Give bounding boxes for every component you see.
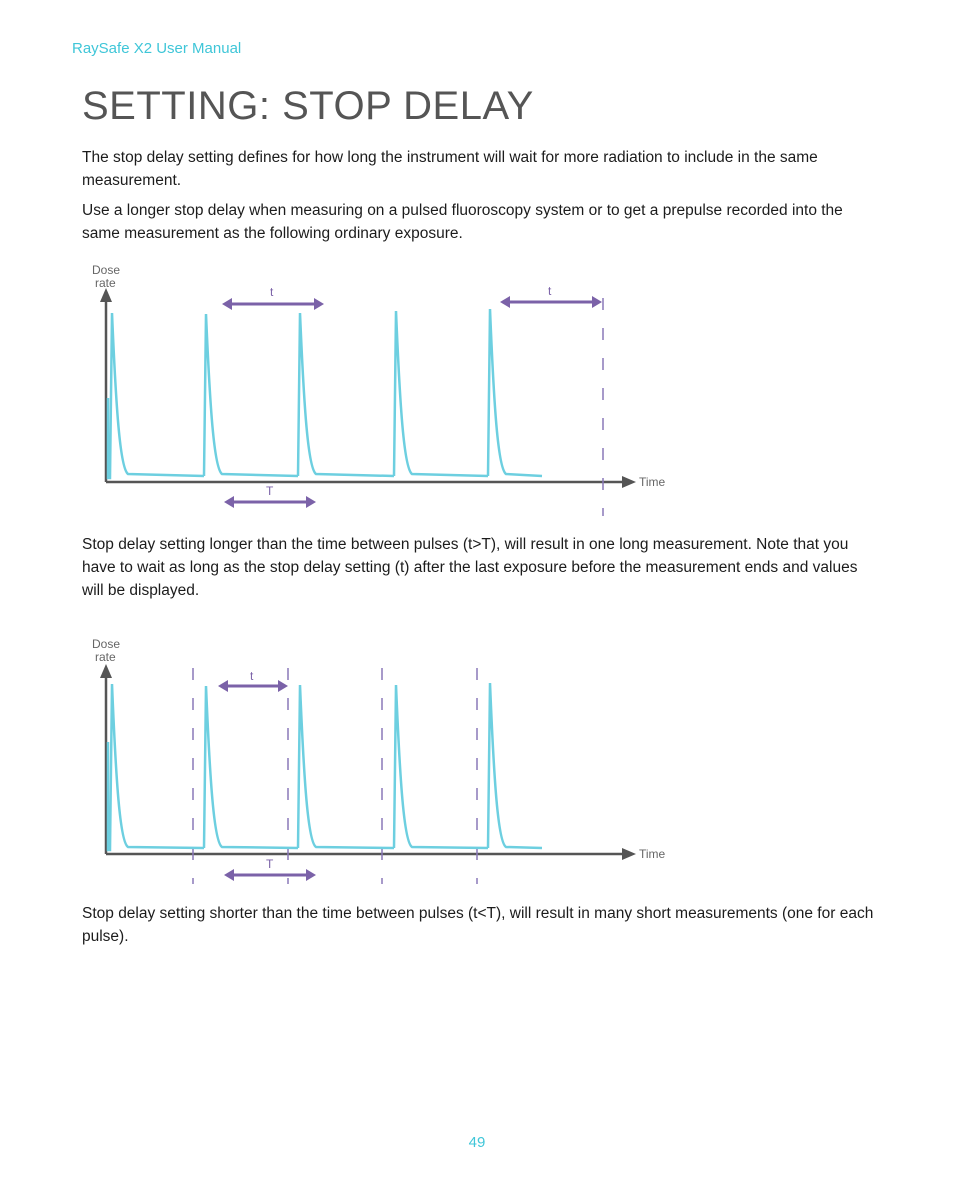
pulse-interval-arrow bbox=[224, 484, 316, 508]
pulse-1 bbox=[108, 684, 204, 850]
running-header: RaySafe X2 User Manual bbox=[72, 40, 242, 57]
pulse-interval-label-T: T bbox=[266, 484, 274, 498]
x-axis-arrowhead-icon bbox=[622, 848, 636, 860]
pulse-interval-label-T: T bbox=[266, 857, 274, 871]
x-axis-label-time: Time bbox=[639, 847, 666, 861]
x-axis-label-time: Time bbox=[639, 475, 666, 489]
figure-short-stop-delay bbox=[80, 632, 680, 892]
page-title: SETTING: STOP DELAY bbox=[82, 84, 534, 128]
stop-delay-arrow-1 bbox=[222, 285, 324, 310]
pulse-3 bbox=[298, 685, 394, 848]
pulse-2 bbox=[204, 314, 298, 476]
stop-delay-label-t1: t bbox=[270, 285, 274, 299]
intro-paragraph-1: The stop delay setting defines for how long the instrument will wait for more radiation to include in the same measurement. bbox=[82, 149, 818, 189]
y-axis-label-dose: Dose bbox=[92, 637, 121, 651]
y-axis-label-rate: rate bbox=[95, 276, 116, 290]
pulse-5 bbox=[488, 683, 542, 848]
pulse-3 bbox=[298, 313, 394, 476]
stop-delay-label-t: t bbox=[250, 669, 254, 683]
y-axis-label-dose: Dose bbox=[92, 263, 121, 277]
pulse-5 bbox=[488, 309, 542, 476]
pulse-2 bbox=[204, 686, 298, 848]
pulse-4 bbox=[394, 685, 488, 848]
y-axis-arrowhead-icon bbox=[100, 664, 112, 678]
pulse-1 bbox=[108, 313, 204, 478]
stop-delay-label-t2: t bbox=[548, 284, 552, 298]
stop-delay-arrow-2 bbox=[500, 284, 602, 308]
stop-delay-arrow bbox=[218, 669, 288, 692]
page-number: 49 bbox=[468, 1134, 486, 1151]
caption-long-stop-delay: Stop delay setting longer than the time between pulses (t>T), will result in one long measurement. Note that you have to wait as long as the stop delay setting (t) after the last exposure before the measurement ends and values will be displayed. bbox=[82, 536, 858, 599]
figure-long-stop-delay bbox=[80, 258, 680, 520]
y-axis-label-rate: rate bbox=[95, 650, 116, 664]
y-axis-arrowhead-icon bbox=[100, 288, 112, 302]
caption-short-stop-delay: Stop delay setting shorter than the time between pulses (t<T), will result in many short measurements (one for each pulse). bbox=[82, 905, 874, 945]
intro-paragraph-2: Use a longer stop delay when measuring on a pulsed fluoroscopy system or to get a prepulse recorded into the same measurement as the following ordinary exposure. bbox=[82, 202, 843, 242]
pulse-interval-arrow bbox=[224, 857, 316, 881]
x-axis-arrowhead-icon bbox=[622, 476, 636, 488]
pulse-4 bbox=[394, 311, 488, 476]
